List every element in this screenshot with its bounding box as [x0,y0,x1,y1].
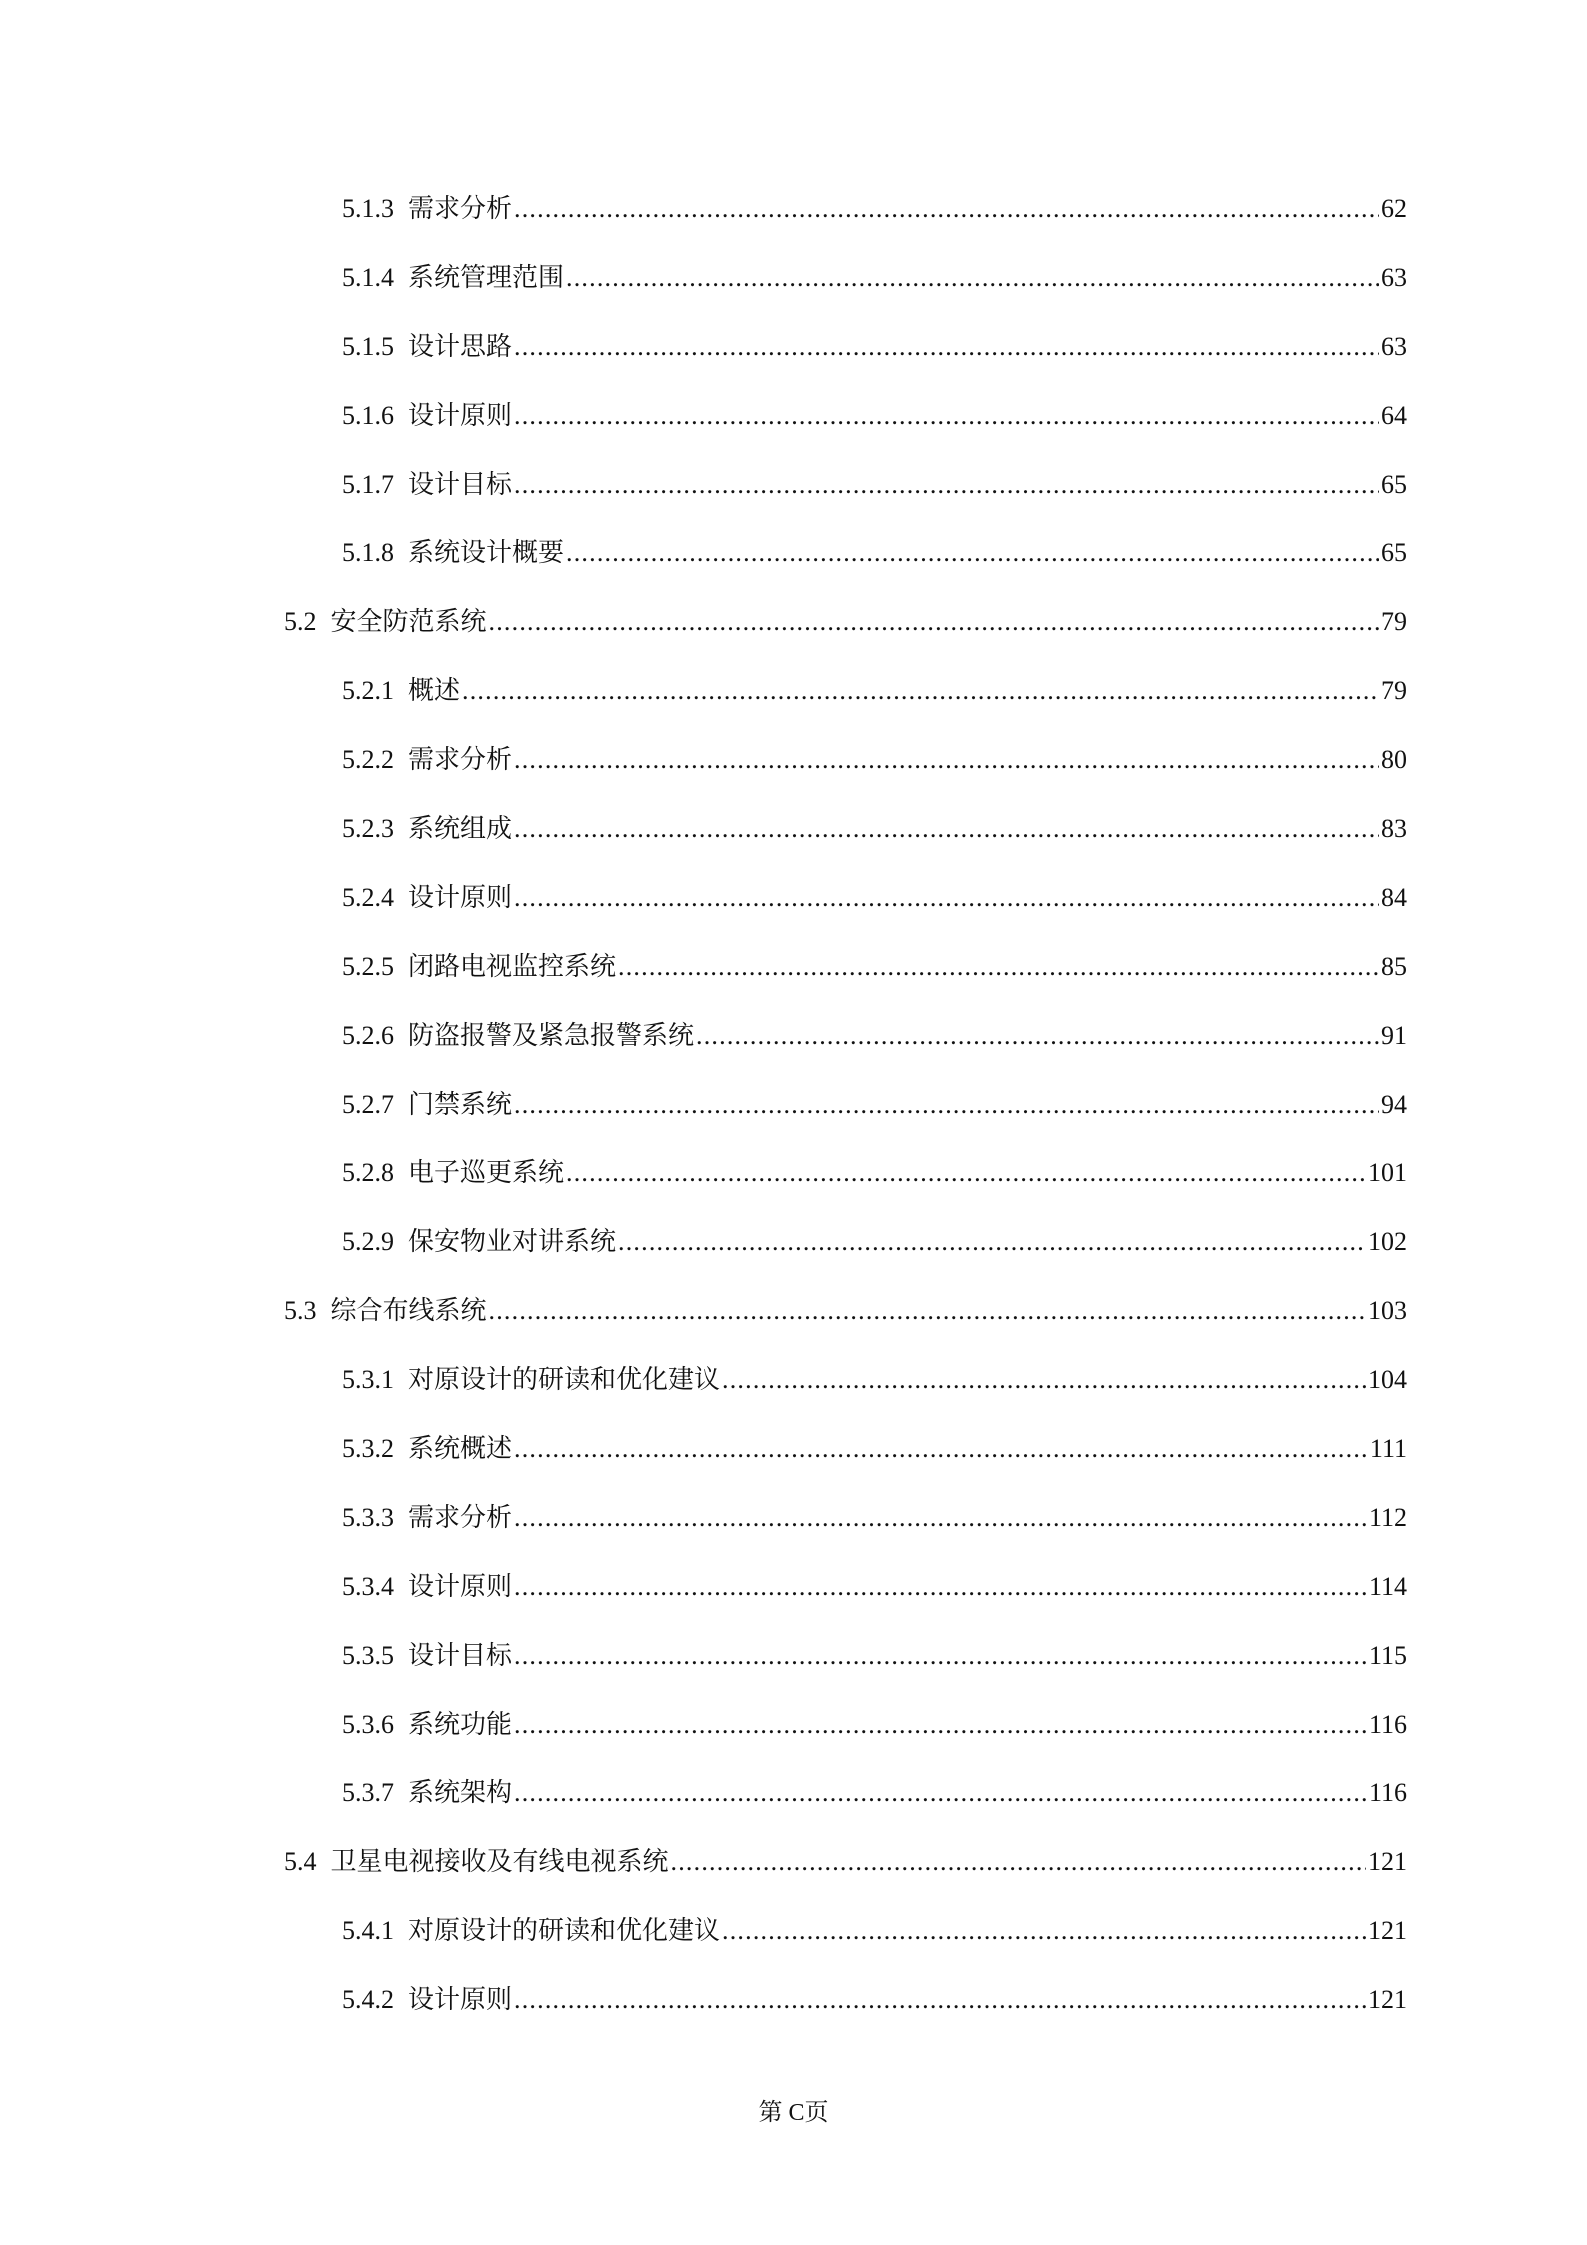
toc-entry-title: 安全防范系统 [330,607,487,637]
toc-entry-page: 116 [1368,1778,1407,1808]
dot-leader [722,1346,1366,1415]
toc-entry[interactable] [0,588,1407,657]
toc-entry[interactable] [0,1966,1407,2035]
toc-entry-number: 5.3.7 [342,1778,394,1808]
toc-entry-title: 系统设计概要 [408,538,565,568]
toc-entry-page: 104 [1368,1365,1407,1395]
dot-leader [489,1277,1366,1346]
toc-entry-number: 5.3.6 [342,1709,394,1739]
table-of-contents [0,175,1587,2035]
dot-leader [514,1415,1368,1484]
toc-entry-page: 111 [1369,1434,1407,1464]
toc-entry-number: 5.2.4 [342,882,394,912]
toc-entry-page: 79 [1381,676,1407,706]
dot-leader [514,313,1379,382]
toc-entry-number: 5.2.7 [342,1089,394,1119]
toc-entry-number: 5.2.2 [342,745,394,775]
dot-leader [514,864,1379,933]
toc-entry-number: 5.2.8 [342,1158,394,1188]
toc-entry[interactable] [0,451,1407,520]
dot-leader [514,726,1379,795]
toc-entry-number: 5.3.3 [342,1502,394,1532]
toc-entry-page: 112 [1368,1502,1407,1532]
toc-entry-title: 电子巡更系统 [408,1158,565,1188]
toc-entry[interactable] [0,1208,1407,1277]
toc-entry-title: 保安物业对讲系统 [408,1227,617,1257]
toc-entry-title: 设计思路 [408,331,513,361]
toc-entry-title: 系统功能 [408,1709,513,1739]
toc-entry[interactable] [0,1553,1407,1622]
toc-entry-page: 121 [1368,1985,1407,2015]
dot-leader [618,933,1379,1002]
toc-entry-number: 5.3 [284,1296,317,1326]
toc-entry[interactable] [0,1759,1407,1828]
toc-entry-page: 116 [1368,1709,1407,1739]
toc-entry-number: 5.3.4 [342,1571,394,1601]
toc-entry[interactable] [0,519,1407,588]
toc-entry[interactable] [0,382,1407,451]
toc-entry-number: 5.1.6 [342,400,394,430]
toc-entry[interactable] [0,726,1407,795]
page-footer: 第 C页 [758,2100,829,2126]
toc-entry-page: 62 [1381,194,1407,223]
toc-entry-number: 5.1.4 [342,262,394,292]
toc-entry-title: 对原设计的研读和优化建议 [408,1365,721,1395]
dot-leader [514,1691,1367,1760]
toc-entry-title: 设计原则 [408,1571,513,1601]
toc-entry[interactable] [0,1346,1407,1415]
toc-entry[interactable] [0,1691,1407,1760]
toc-entry[interactable] [0,1002,1407,1071]
toc-entry-title: 门禁系统 [408,1089,513,1119]
toc-entry-title: 防盗报警及紧急报警系统 [408,1020,695,1050]
toc-entry-page: 115 [1368,1640,1407,1670]
toc-entry-number: 5.4.2 [342,1985,394,2015]
toc-entry-number: 5.2.9 [342,1227,394,1257]
toc-entry[interactable] [0,795,1407,864]
toc-entry-number: 5.1.8 [342,538,394,568]
toc-entry[interactable] [0,1277,1407,1346]
toc-entry-number: 5.2 [284,607,317,637]
toc-entry[interactable] [0,657,1407,726]
toc-entry[interactable] [0,1897,1407,1966]
dot-leader [514,1071,1379,1140]
dot-leader [514,1759,1367,1828]
toc-entry[interactable] [0,313,1407,382]
toc-entry-number: 5.2.6 [342,1020,394,1050]
toc-entry-title: 设计原则 [408,1985,513,2015]
toc-entry[interactable] [0,175,1407,244]
dot-leader [514,382,1379,451]
toc-entry-page: 63 [1381,331,1407,361]
toc-entry-page: 121 [1368,1916,1407,1946]
dot-leader [514,1966,1366,2035]
toc-entry-number: 5.1.5 [342,331,394,361]
dot-leader [566,244,1379,313]
toc-entry-page: 94 [1381,1089,1407,1119]
dot-leader [514,795,1379,864]
toc-entry-number: 5.3.1 [342,1365,394,1395]
toc-entry-number: 5.2.1 [342,676,394,706]
toc-entry[interactable] [0,1139,1407,1208]
dot-leader [618,1208,1366,1277]
toc-entry-page: 65 [1381,538,1407,568]
toc-entry-title: 需求分析 [408,1502,513,1532]
toc-entry-title: 闭路电视监控系统 [408,951,617,981]
toc-entry-page: 114 [1368,1571,1407,1601]
toc-entry-page: 79 [1381,607,1407,637]
toc-entry-title: 综合布线系统 [330,1296,487,1326]
toc-entry-page: 84 [1381,882,1407,912]
toc-entry-number: 5.4.1 [342,1916,394,1946]
toc-entry-number: 5.1.7 [342,469,394,499]
toc-entry[interactable] [0,244,1407,313]
toc-entry[interactable] [0,1415,1407,1484]
dot-leader [566,1139,1366,1208]
toc-entry[interactable] [0,933,1407,1002]
toc-entry-page: 85 [1381,951,1407,981]
dot-leader [696,1002,1379,1071]
dot-leader [566,519,1379,588]
toc-entry-title: 设计目标 [408,469,513,499]
dot-leader [514,1484,1367,1553]
toc-entry-number: 5.2.3 [342,814,394,844]
toc-entry-page: 101 [1368,1158,1407,1188]
toc-entry-title: 系统概述 [408,1434,513,1464]
dot-leader [514,1622,1367,1691]
toc-entry-title: 对原设计的研读和优化建议 [408,1916,721,1946]
toc-entry-title: 系统组成 [408,814,513,844]
toc-entry-title: 设计原则 [408,882,513,912]
toc-entry-title: 概述 [408,676,461,706]
dot-leader [514,451,1379,520]
toc-entry[interactable] [0,1828,1407,1897]
toc-entry-number: 5.4 [284,1847,317,1877]
toc-entry-title: 需求分析 [408,745,513,775]
toc-entry-page: 103 [1368,1296,1407,1326]
toc-entry-number: 5.2.5 [342,951,394,981]
toc-entry-page: 102 [1368,1227,1407,1257]
dot-leader [671,1828,1366,1897]
toc-entry-number: 5.3.2 [342,1434,394,1464]
toc-entry-page: 83 [1381,814,1407,844]
toc-entry-page: 63 [1381,262,1407,292]
toc-entry-title: 设计原则 [408,400,513,430]
toc-entry[interactable] [0,1071,1407,1140]
toc-entry-title: 系统管理范围 [408,262,565,292]
dot-leader [514,1553,1367,1622]
toc-entry-title: 系统架构 [408,1778,513,1808]
toc-entry-number: 5.1.3 [342,194,394,223]
dot-leader [514,175,1379,244]
toc-entry-page: 65 [1381,469,1407,499]
toc-entry[interactable] [0,1622,1407,1691]
toc-entry-page: 64 [1381,400,1407,430]
toc-entry-number: 5.3.5 [342,1640,394,1670]
toc-entry-page: 121 [1368,1847,1407,1877]
toc-entry-title: 设计目标 [408,1640,513,1670]
toc-entry[interactable] [0,1484,1407,1553]
toc-entry-title: 需求分析 [408,194,513,223]
toc-entry-title: 卫星电视接收及有线电视系统 [330,1847,669,1877]
toc-entry-page: 91 [1381,1020,1407,1050]
dot-leader [722,1897,1366,1966]
dot-leader [462,657,1379,726]
toc-entry[interactable] [0,864,1407,933]
dot-leader [489,588,1379,657]
toc-entry-page: 80 [1381,745,1407,775]
